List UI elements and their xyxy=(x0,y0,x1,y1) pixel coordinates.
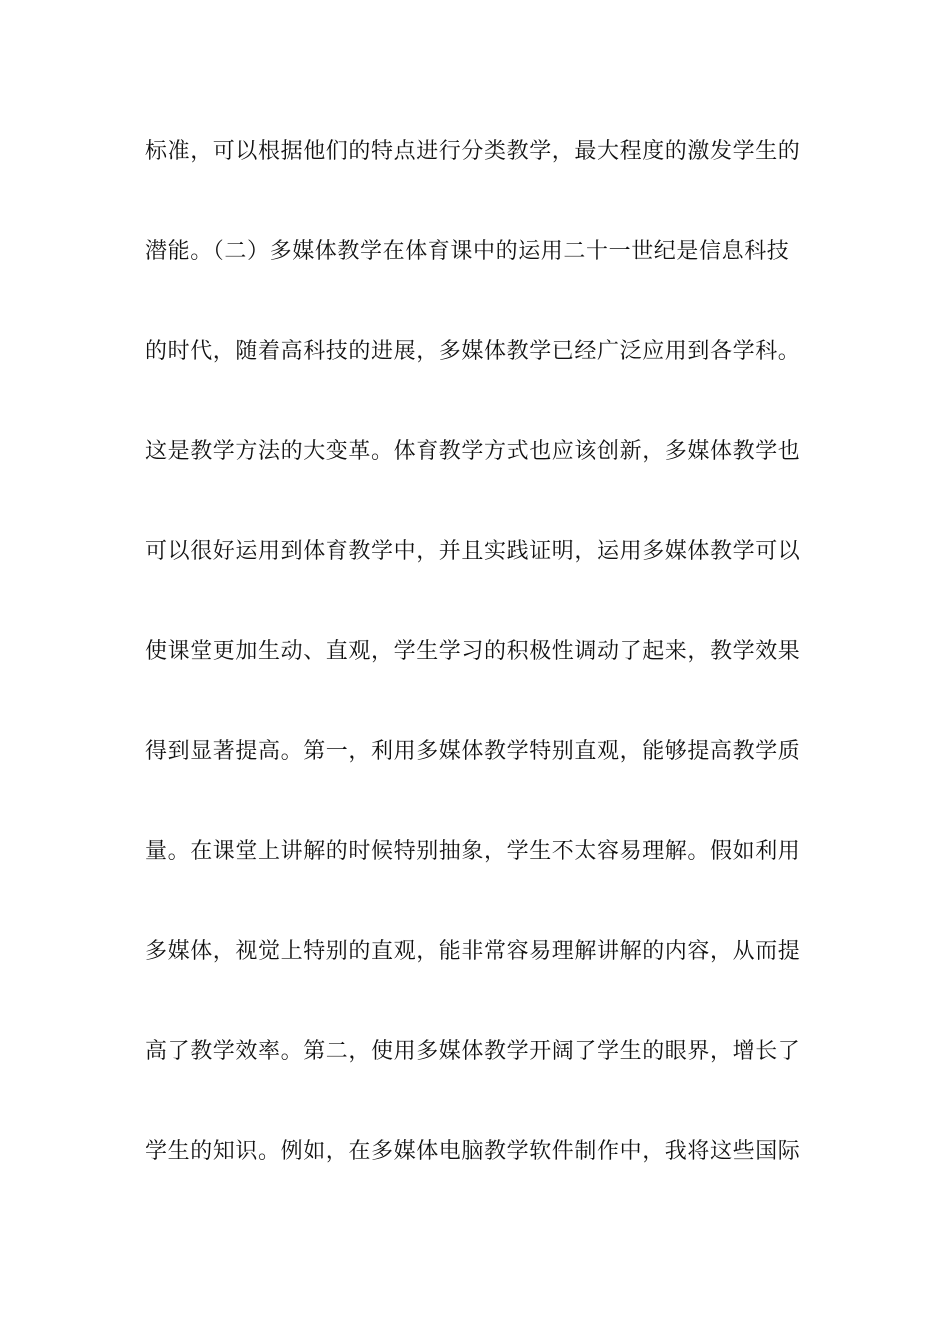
text-line: 多媒体，视觉上特别的直观，能非常容易理解讲解的内容，从而提 xyxy=(145,939,801,964)
text-line: 使课堂更加生动、直观，学生学习的积极性调动了起来，教学效果 xyxy=(145,639,801,664)
text-line: 学生的知识。例如，在多媒体电脑教学软件制作中，我将这些国际 xyxy=(145,1139,801,1164)
text-line: 得到显著提高。第一，利用多媒体教学特别直观，能够提高教学质 xyxy=(145,739,801,764)
text-line: 高了教学效率。第二，使用多媒体教学开阔了学生的眼界，增长了 xyxy=(145,1039,801,1064)
text-line: 这是教学方法的大变革。体育教学方式也应该创新，多媒体教学也 xyxy=(145,439,801,464)
text-line: 标准，可以根据他们的特点进行分类教学，最大程度的激发学生的 xyxy=(145,139,801,164)
text-line: 量。在课堂上讲解的时候特别抽象，学生不太容易理解。假如利用 xyxy=(145,839,801,864)
body-text xyxy=(145,130,810,1230)
text-line: 可以很好运用到体育教学中，并且实践证明，运用多媒体教学可以 xyxy=(145,539,801,564)
text-line: 的时代，随着高科技的进展，多媒体教学已经广泛应用到各学科。 xyxy=(145,339,801,364)
text-line: 潜能。（二）多媒体教学在体育课中的运用二十一世纪是信息科技 xyxy=(145,239,790,264)
